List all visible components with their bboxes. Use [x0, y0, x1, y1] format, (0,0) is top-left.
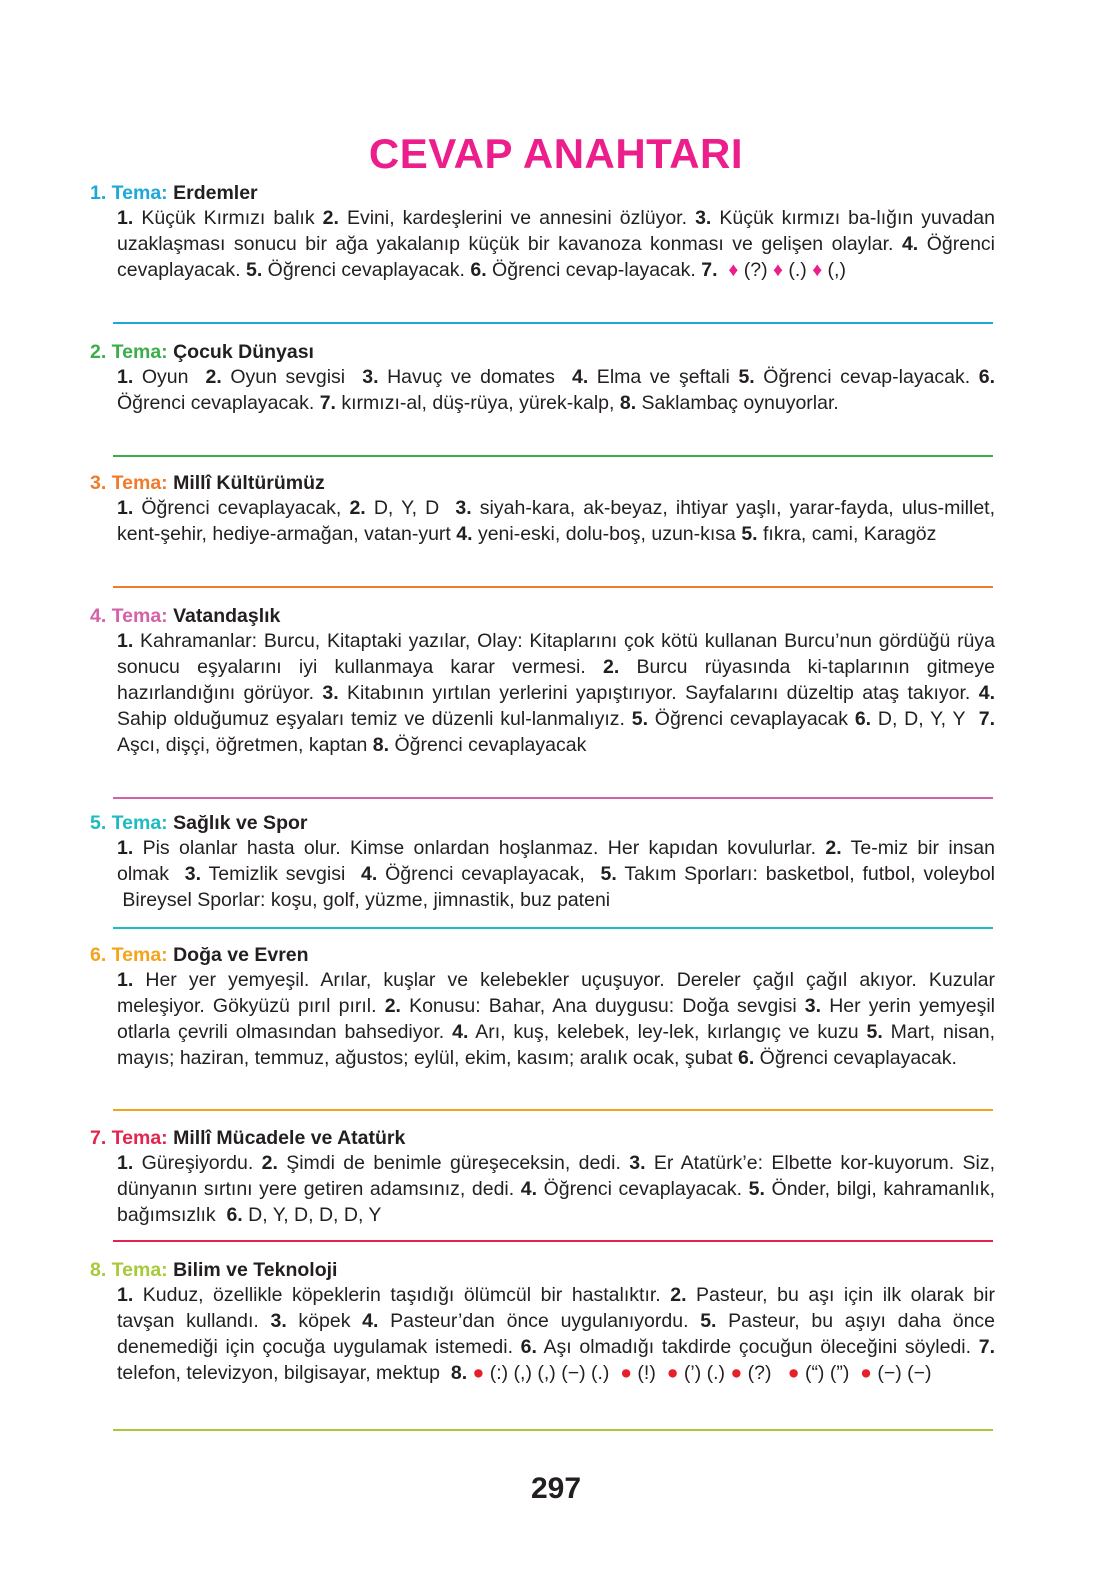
divider — [113, 1429, 993, 1431]
divider — [113, 1240, 993, 1242]
theme-answers: 1. Kuduz, özellikle köpeklerin taşıdığı ölümcül bir hastalıktır. 2. Pasteur, bu aşı için ilk olarak bir tavşan kullandı. 3. köpek 4. Pasteur’dan önce uygulanıyordu. 5. Pasteur, bu aşıyı daha önce denemediği için çocuğa uygulamak istemedi. 6. Aşı olmadığı takdirde çocuğun öleceğini söyledi. 7. telefon, televizyon, bilgisayar, mektup 8. ● (:) (,) (,) (−) (.) ● (!) ● (’) (.) ● (?) ● (“) (”) ● (−) (−) — [117, 1284, 996, 1384]
divider — [113, 455, 993, 457]
theme-answers: 1. Her yer yemyeşil. Arılar, kuşlar ve kelebekler uçuşuyor. Dereler çağıl çağıl akıyor. Kuzular meleşiyor. Gökyüzü pırıl pırıl. 2. Konusu: Bahar, Ana duygusu: Doğa sevgisi 3. Her yerin yemyeşil otlarla çevrili olmasından bahsediyor. 4. Arı, kuş, kelebek, ley-lek, kırlangıç ve kuzu 5. Mart, nisan, mayıs; haziran, temmuz, ağustos; eylül, ekim, kasım; aralık ocak, şubat 6. Öğrenci cevaplayacak. — [117, 969, 996, 1069]
theme-label: 1. Tema: — [90, 182, 168, 204]
divider — [113, 322, 993, 324]
theme-section-6 — [90, 943, 995, 1071]
theme-heading — [90, 340, 995, 364]
theme-section-4 — [90, 604, 995, 758]
theme-section-2 — [90, 340, 995, 416]
theme-heading — [90, 943, 995, 967]
theme-name: Erdemler — [173, 182, 258, 204]
theme-answers: 1. Kahramanlar: Burcu, Kitaptaki yazılar, Olay: Kitaplarını çok kötü kullanan Burcu’nun gördüğü rüya sonucu eşyalarını iyi kullanmaya karar vermesi. 2. Burcu rüyasında ki-taplarının gitmeye hazırlandığını görüyor. 3. Kitabının yırtılan yerlerini yapıştırıyor. Sayfalarını düzeltip ataş takıyor. 4. Sahip olduğumuz eşyaları temiz ve düzenli kul-lanmalıyız. 5. Öğrenci cevaplayacak 6. D, D, Y, Y 7. Aşcı, dişçi, öğretmen, kaptan 8. Öğrenci cevaplayacak — [117, 630, 995, 756]
theme-label: 8. Tema: — [90, 1259, 168, 1281]
theme-heading — [90, 811, 995, 835]
divider — [113, 586, 993, 588]
theme-label: 4. Tema: — [90, 605, 168, 627]
theme-label: 5. Tema: — [90, 812, 168, 834]
theme-name: Vatandaşlık — [173, 605, 281, 627]
divider — [113, 1109, 993, 1111]
theme-section-5 — [90, 811, 995, 913]
theme-label: 2. Tema: — [90, 341, 168, 363]
theme-label: 6. Tema: — [90, 944, 168, 966]
theme-heading — [90, 1258, 995, 1282]
theme-section-8 — [90, 1258, 995, 1386]
theme-name: Sağlık ve Spor — [173, 812, 308, 834]
theme-heading — [90, 604, 995, 628]
theme-name: Bilim ve Teknoloji — [173, 1259, 338, 1281]
theme-answers: 1. Güreşiyordu. 2. Şimdi de benimle güreşeceksin, dedi. 3. Er Atatürk’e: Elbette kor-kuyorum. Siz, dünyanın sırtını yere getiren adamsınız, dedi. 4. Öğrenci cevaplayacak. 5. Önder, bilgi, kahramanlık, bağımsızlık 6. D, Y, D, D, D, Y — [117, 1152, 996, 1226]
theme-label: 7. Tema: — [90, 1127, 168, 1149]
page-title: CEVAP ANAHTARI — [368, 130, 744, 177]
theme-heading — [90, 471, 995, 495]
theme-answers: 1. Küçük Kırmızı balık 2. Evini, kardeşlerini ve annesini özlüyor. 3. Küçük kırmızı ba-lığın yuvadan uzaklaşması sonucu bir ağa yakalanıp küçük bir kavanoza konması ve gelişen olaylar. 4. Öğrenci cevaplayacak. 5. Öğrenci cevaplayacak. 6. Öğrenci cevap-layacak. 7. ♦ (?) ♦ (.) ♦ (,) — [117, 207, 996, 281]
theme-name: Doğa ve Evren — [173, 944, 309, 966]
page-number: 297 — [530, 1472, 582, 1505]
divider — [113, 927, 993, 929]
theme-heading — [90, 1126, 995, 1150]
theme-section-7 — [90, 1126, 995, 1228]
theme-answers: 1. Pis olanlar hasta olur. Kimse onlardan hoşlanmaz. Her kapıdan kovulurlar. 2. Te-miz bir insan olmak 3. Temizlik sevgisi 4. Öğrenci cevaplayacak, 5. Takım Sporları: basketbol, futbol, voleybol Bireysel Sporlar: koşu, golf, yüzme, jimnastik, buz pateni — [117, 837, 995, 911]
theme-label: 3. Tema: — [90, 472, 168, 494]
theme-section-3 — [90, 471, 995, 547]
theme-name: Çocuk Dünyası — [173, 341, 314, 363]
theme-heading — [90, 181, 995, 205]
theme-name: Millî Kültürümüz — [173, 472, 325, 494]
theme-answers: 1. Oyun 2. Oyun sevgisi 3. Havuç ve domates 4. Elma ve şeftali 5. Öğrenci cevap-layacak. 6. Öğrenci cevaplayacak. 7. kırmızı-al, düş-rüya, yürek-kalp, 8. Saklambaç oynuyorlar. — [117, 366, 995, 414]
theme-section-1 — [90, 181, 995, 283]
theme-answers: 1. Öğrenci cevaplayacak, 2. D, Y, D 3. siyah-kara, ak-beyaz, ihtiyar yaşlı, yarar-fayda, ulus-millet, kent-şehir, hediye-armağan, vatan-yurt 4. yeni-eski, dolu-boş, uzun-kısa 5. fıkra, cami, Karagöz — [117, 497, 996, 545]
divider — [113, 797, 993, 799]
theme-name: Millî Mücadele ve Atatürk — [173, 1127, 406, 1149]
